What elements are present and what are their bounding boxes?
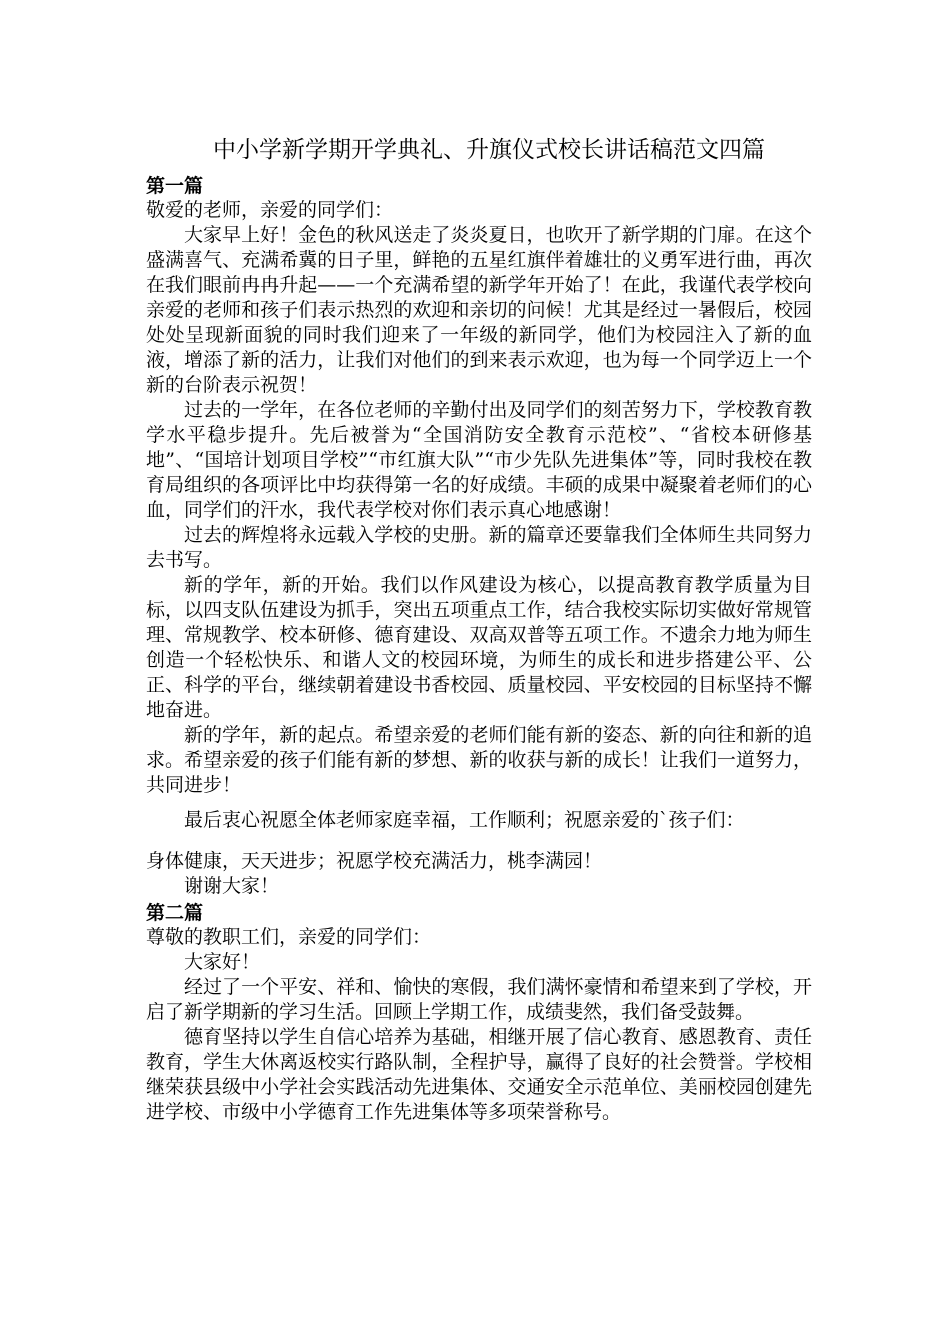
paragraph: 身体健康，天天进步；祝愿学校充满活力，桃李满园！ <box>146 850 603 872</box>
salutation: 敬爱的老师，亲爱的同学们： <box>146 199 394 221</box>
paragraph: 新的学年，新的起点。希望亲爱的老师们能有新的姿态、新的向往和新的追求。希望亲爱的孩子们能有新的梦想、新的收获与新的成长！让我们一道努力，共同进步！ <box>146 724 812 796</box>
paragraph: 过去的辉煌将永远载入学校的史册。新的篇章还要靠我们全体师生共同努力去书写。 <box>146 524 812 571</box>
paragraph: 过去的一学年，在各位老师的辛勤付出及同学们的刻苦努力下，学校教育教学水平稳步提升。先后被誉为“全国消防安全教育示范校”、“省校本研修基地”、“国培计划项目学校”“市红旗大队”“市少先队先进集体”等，同时我校在教育局组织的各项评比中均获得第一名的好成绩。丰硕的成果中凝聚着老师们的心血，同学们的汗水，我代表学校对你们表示真心地感谢！ <box>146 399 812 521</box>
paragraph: 大家好！ <box>184 951 261 973</box>
paragraph: 德育坚持以学生自信心培养为基础，相继开展了信心教育、感恩教育、责任教育，学生大休离返校实行路队制，全程护导，赢得了良好的社会赞誉。学校相继荣获县级中小学社会实践活动先进集体、交通安全示范单位、美丽校园创建先进学校、市级中小学德育工作先进集体等多项荣誉称号。 <box>146 1026 812 1123</box>
paragraph: 最后衷心祝愿全体老师家庭幸福，工作顺利；祝愿亲爱的`孩子们： <box>184 809 745 831</box>
section-heading: 第二篇 <box>146 902 204 924</box>
paragraph: 经过了一个平安、祥和、愉快的寒假，我们满怀豪情和希望来到了学校，开启了新学期新的学习生活。回顾上学期工作，成绩斐然，我们备受鼓舞。 <box>146 976 812 1023</box>
document-page <box>146 134 812 1125</box>
section-1 <box>146 174 812 899</box>
paragraph: 大家早上好！金色的秋风送走了炎炎夏日，也吹开了新学期的门扉。在这个盛满喜气、充满希冀的日子里，鲜艳的五星红旗伴着雄壮的义勇军进行曲，再次在我们眼前冉冉升起——一个充满希望的新学年开始了！在此，我谨代表学校向亲爱的老师和孩子们表示热烈的欢迎和亲切的问候！尤其是经过一暑假后，校园处处呈现新面貌的同时我们迎来了一年级的新同学，他们为校园注入了新的血液，增添了新的活力，让我们对他们的到来表示欢迎，也为每一个同学迈上一个新的台阶表示祝贺！ <box>146 224 812 396</box>
section-heading: 第一篇 <box>146 175 204 197</box>
paragraph: 新的学年，新的开始。我们以作风建设为核心，以提高教育教学质量为目标，以四支队伍建设为抓手，突出五项重点工作，结合我校实际切实做好常规管理、常规教学、校本研修、德育建设、双高双普等五项工作。不遗余力地为师生创造一个轻松快乐、和谐人文的校园环境，为师生的成长和进步搭建公平、公正、科学的平台，继续朝着建设书香校园、质量校园、平安校园的目标坚持不懈地奋进。 <box>146 574 812 721</box>
section-2 <box>146 901 812 1125</box>
document-title: 中小学新学期开学典礼、升旗仪式校长讲话稿范文四篇 <box>213 137 765 163</box>
paragraph: 谢谢大家！ <box>184 875 280 897</box>
salutation: 尊敬的教职工们，亲爱的同学们： <box>146 926 432 948</box>
